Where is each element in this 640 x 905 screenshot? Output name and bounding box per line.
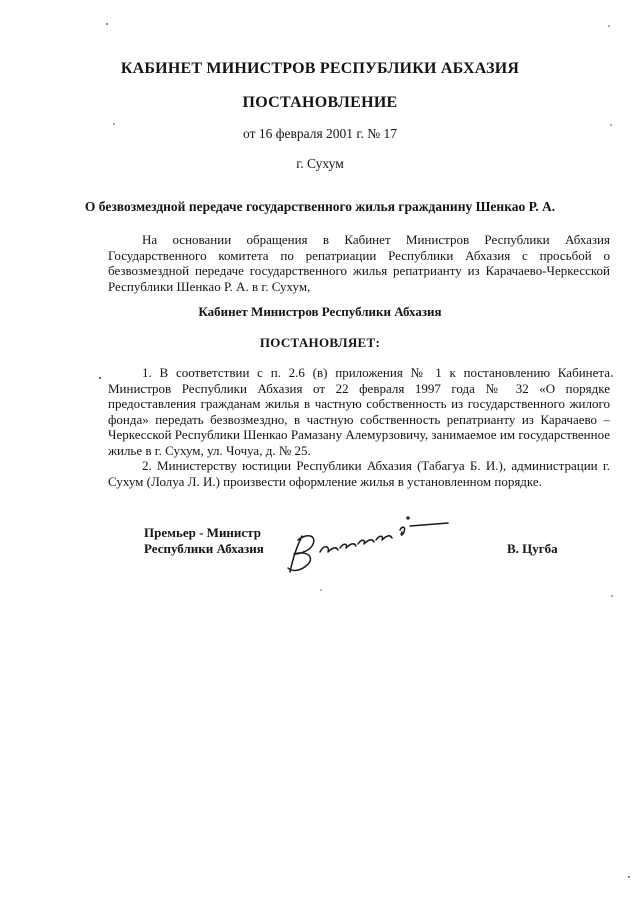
date-number: от 16 февраля 2001 г. № 17: [243, 126, 397, 141]
resolver-heading: Кабинет Министров Республики Абхазия: [198, 304, 442, 319]
signatory-title-line-2: Республики Абхазия: [144, 541, 264, 556]
signatory-title-line-1: Премьер - Министр: [144, 525, 261, 540]
signatory-name: В. Цугба: [507, 541, 558, 556]
handwritten-signature: [282, 508, 452, 580]
resolves-heading: ПОСТАНОВЛЯЕТ:: [259, 335, 381, 350]
resolution-point-2: 2. Министерству юстиции Республики Абхазия (Табагуа Б. И.), администрации г. Сухум (Лолуа Л. И.) произвести оформление жилья в установленном порядке.: [108, 458, 610, 489]
city: г. Сухум: [296, 156, 344, 171]
organization-title: КАБИНЕТ МИНИСТРОВ РЕСПУБЛИКИ АБХАЗИЯ: [120, 60, 520, 77]
preamble-paragraph: На основании обращения в Кабинет Министров Республики Абхазия Государственного комитета по репатриации Республики Абхазия с просьбой о безвозмездной передаче государственного жилья репатрианту из Карачаево-Черкесской Республики Шенкао Р. А. в г. Сухум,: [108, 232, 610, 294]
resolution-point-1: 1. В соответствии с п. 2.6 (в) приложения № 1 к постановлению Кабинета Министров Республики Абхазия от 22 февраля 1997 года № 32 «О порядке предоставления гражданам жилья в частную собственность из государственного жилого фонда» передать безвозмездно, в частную собственность репатрианту из Карачаево – Черкесской Республики Шенкао Рамазану Алемурзовичу, занимаемое им государственное жилье в г. Сухум, ул. Чочуа, д. № 25.: [108, 365, 610, 458]
resolution-points: [108, 365, 610, 489]
document-subject: О безвозмездной передаче государственного жилья гражданину Шенкао Р. А.: [84, 199, 556, 214]
preamble-block: [108, 232, 610, 294]
signatory-title: [144, 525, 264, 557]
document-type: ПОСТАНОВЛЕНИЕ: [242, 94, 398, 111]
